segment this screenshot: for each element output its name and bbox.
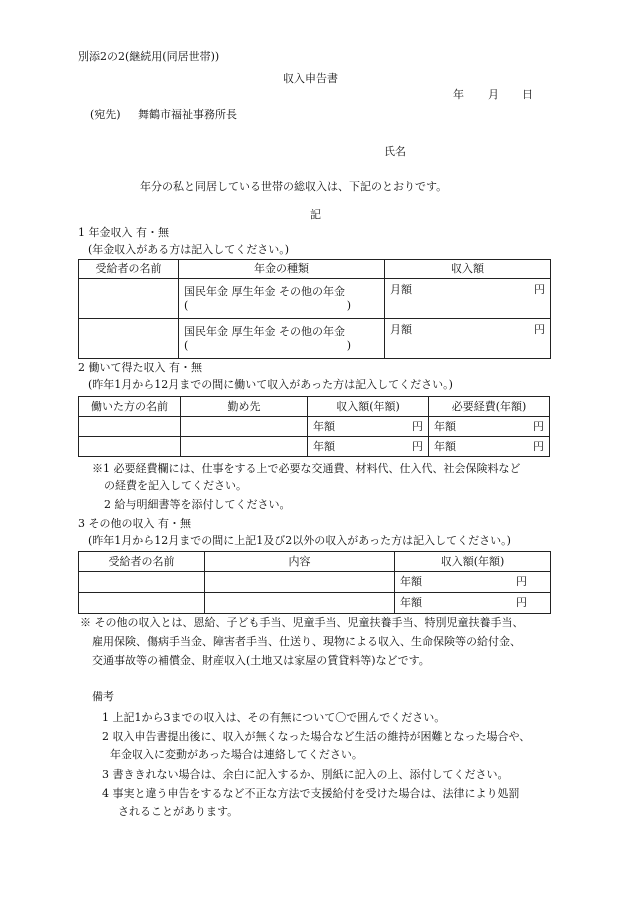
pension-type-cell[interactable] [179,279,385,319]
employer-cell[interactable] [181,437,308,457]
monthly-label: 月額 [390,283,412,296]
table-row [79,279,551,319]
content-cell[interactable] [205,572,395,593]
recipient-cell[interactable] [79,279,179,319]
name-label: 氏名 [384,145,406,158]
yen-label: 円 [534,283,545,296]
addressee-label: (宛先) [90,108,121,121]
header-employer: 勤め先 [181,397,308,417]
pension-types-text: 国民年金 厚生年金 その他の年金 [184,284,345,298]
remarks-item4-line1: 4 事実と違う申告をするなど不正な方法で支援給付を受けた場合は、法律により処罰 [102,787,520,800]
table-row [79,417,550,437]
header-income: 収入額 [385,260,551,279]
section2-note2: 2 給与明細書等を添付してください。 [104,498,291,511]
section2-subtitle: (昨年1月から12月までの間に働いて収入があった方は記入してください。) [88,378,453,391]
section2-note1-line2: の経費を記入してください。 [104,479,247,492]
header-recipient: 受給者の名前 [79,260,179,279]
yen-label: 円 [533,419,544,433]
section1-title: 1 年金収入 有・無 [78,226,169,239]
table-row [79,593,551,614]
remarks-item1: 1 上記1から3までの収入は、その有無について〇で囲んでください。 [102,711,446,724]
date-year-label: 年 [453,88,464,101]
employer-cell[interactable] [181,417,308,437]
income-cell[interactable] [385,279,551,319]
header-recipient: 受給者の名前 [79,552,205,572]
annual-label: 年額 [434,419,456,433]
pension-type-cell[interactable] [179,319,385,359]
header-annual-income: 収入額(年額) [395,552,551,572]
annual-income-cell[interactable] [395,593,551,614]
remarks-item3: 3 書ききれない場合は、余白に記入するか、別紙に記入の上、添付してください。 [102,768,509,781]
yen-label: 円 [516,596,527,610]
work-income-table [78,396,550,457]
section3-note-line1: ※ その他の収入とは、恩給、子ども手当、児童手当、児童扶養手当、特別児童扶養手当、 [80,616,524,629]
annual-label: 年額 [313,439,335,453]
remarks-item4-line2: されることがあります。 [118,805,239,818]
annual-label: 年額 [434,439,456,453]
remarks-title: 備考 [92,690,114,703]
remarks-item2-line2: 年金収入に変動があった場合は連絡してください。 [110,748,363,761]
section1-subtitle: (年金収入がある方は記入してください。) [88,243,290,256]
paren-open: ( [184,338,189,352]
table-row [79,572,551,593]
pension-table [78,259,551,359]
document-title: 収入申告書 [283,72,338,85]
expenses-cell[interactable] [429,417,550,437]
monthly-label: 月額 [390,323,412,336]
paren-close: ) [346,298,351,312]
paren-open: ( [184,298,189,312]
remarks-item2-line1: 2 収入申告書提出後に、収入が無くなった場合など生活の維持が困難となった場合や、 [102,730,531,743]
section3-note-line3: 交通事故等の補償金、財産収入(土地又は家屋の賃貸料等)などです。 [92,654,430,667]
pension-types-text: 国民年金 厚生年金 その他の年金 [184,324,345,338]
table-row [79,319,551,359]
section2-title: 2 働いて得た収入 有・無 [78,361,202,374]
recipient-cell[interactable] [79,593,205,614]
section3-title: 3 その他の収入 有・無 [78,517,191,530]
section2-note1-line1: ※1 必要経費欄には、仕事をする上で必要な交通費、材料代、仕入代、社会保険料など [92,462,521,475]
intro-text: 年分の私と同居している世帯の総収入は、下記のとおりです。 [140,180,448,193]
worker-cell[interactable] [79,437,181,457]
income-cell[interactable] [385,319,551,359]
content-cell[interactable] [205,593,395,614]
section3-subtitle: (昨年1月から12月までの間に上記1及び2以外の収入があった方は記入してください。) [88,534,511,547]
yen-label: 円 [533,439,544,453]
annual-income-cell[interactable] [308,437,429,457]
annual-label: 年額 [400,575,422,589]
annual-label: 年額 [400,596,422,610]
annual-income-cell[interactable] [308,417,429,437]
yen-label: 円 [534,323,545,336]
worker-cell[interactable] [79,417,181,437]
paren-close: ) [346,338,351,352]
yen-label: 円 [412,439,423,453]
recipient-cell[interactable] [79,572,205,593]
recipient-cell[interactable] [79,319,179,359]
header-annual-income: 収入額(年額) [308,397,429,417]
ki-label: 記 [310,208,321,221]
yen-label: 円 [516,575,527,589]
date-month-label: 月 [488,88,499,101]
date-day-label: 日 [522,88,533,101]
other-income-table [78,551,551,614]
appendix-label: 別添2の2(継続用(同居世帯)) [78,50,220,63]
header-content: 内容 [205,552,395,572]
header-expenses: 必要経費(年額) [429,397,550,417]
section3-note-line2: 雇用保険、傷病手当金、障害者手当、仕送り、現物による収入、生命保険等の給付金、 [92,635,521,648]
expenses-cell[interactable] [429,437,550,457]
yen-label: 円 [412,419,423,433]
addressee: 舞鶴市福祉事務所長 [138,108,237,121]
annual-label: 年額 [313,419,335,433]
header-worker: 働いた方の名前 [79,397,181,417]
table-row [79,437,550,457]
header-pension-type: 年金の種類 [179,260,385,279]
annual-income-cell[interactable] [395,572,551,593]
